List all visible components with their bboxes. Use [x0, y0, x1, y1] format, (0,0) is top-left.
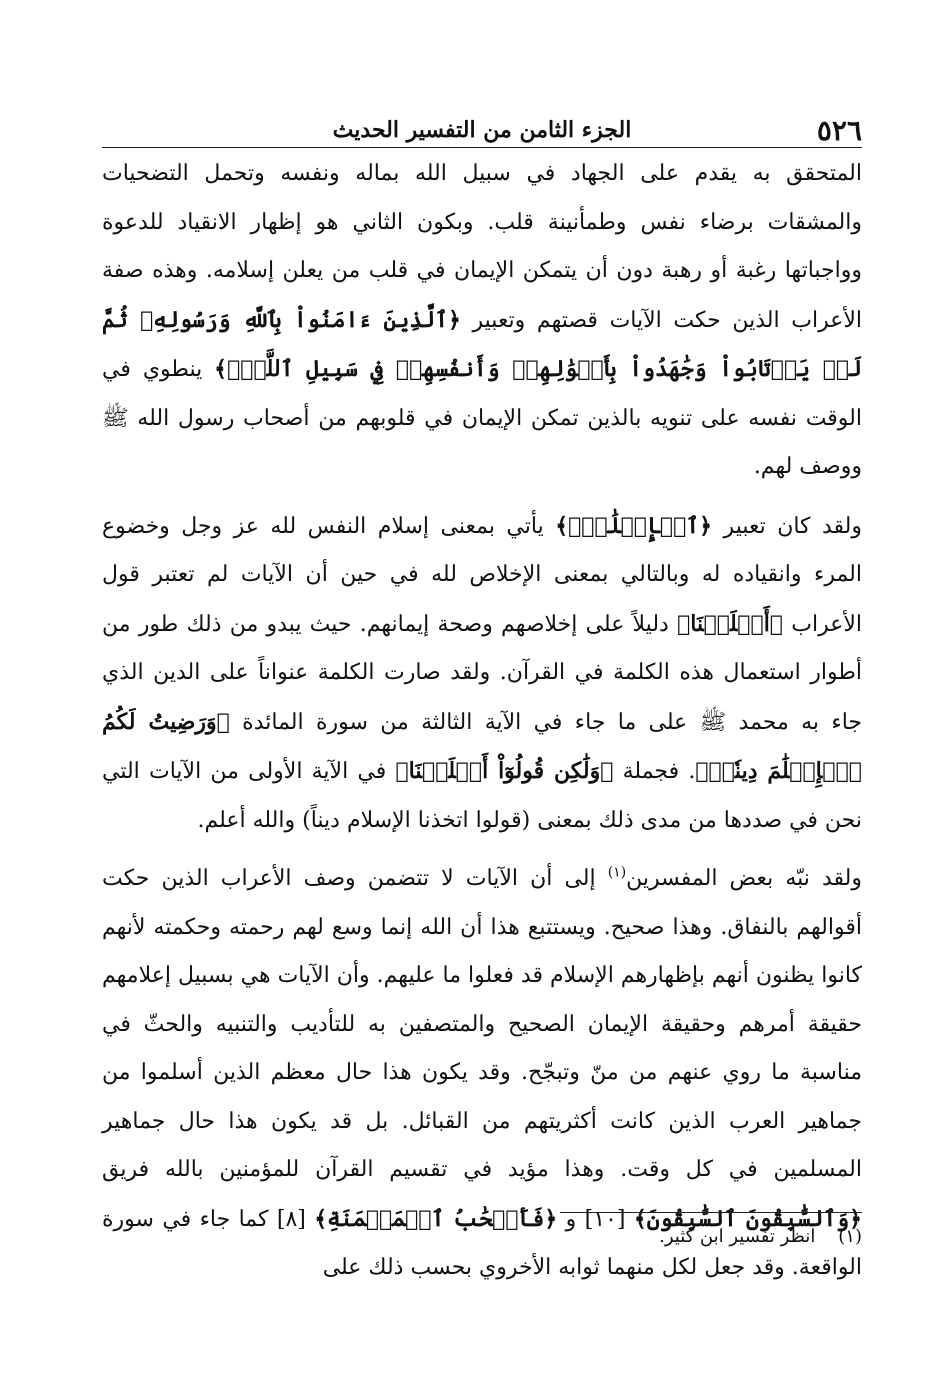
paragraph-text: في الآية الأولى من الآيات التي نحن في صددها من مدى ذلك بمعنى (قولوا اتخذنا الإسلام ديناً) والله أعلم. — [102, 759, 862, 833]
body-text — [102, 150, 862, 1293]
paragraph-text: . فجملة — [613, 759, 696, 784]
paragraph-text: إلى أن الآيات لا تتضمن وصف الأعراب الذين حكت أقوالهم بالنفاق. وهذا صحيح. ويستتبع هذا أن الله إنما وسع لهم رحمته وحكمته لأنهم كانوا يظنون أنهم بإظهارهم الإسلام قد فعلوا ما عليهم. وأن الآيات هي بسبيل إعلامهم حقيقة أمرهم وحقيقة الإيمان الصحيح والمتصفين به للتأديب والتنبيه والحثّ في مناسبة ما روي عنهم من منّ وتبجّح. وقد يكون هذا حال معظم الذين أسلموا من جماهير العرب الذين كانت أكثريتهم من القبائل. بل قد يكون هذا حال جماهير المسلمين في كل وقت. وهذا مؤيد في تقسيم القرآن للمؤمنين بالله فريق — [102, 866, 862, 1182]
quran-verse: ﴿أَسۡلَمۡنَا﴾ — [677, 610, 784, 637]
paragraph — [102, 150, 862, 492]
header-divider — [102, 147, 862, 148]
page-number: ٥٢٦ — [816, 114, 862, 147]
footnote-reference: (١) — [607, 864, 627, 881]
paragraph-text: ولقد كان تعبير — [712, 513, 863, 539]
footnote-text: انظر تفسير ابن كثير. — [659, 1226, 816, 1247]
quran-verse: ﴿وَرَضِيتُ لَكُمُ ٱلۡإِسۡلَٰمَ دِينٗاۚ﴾ — [102, 708, 862, 784]
paragraph — [102, 502, 862, 846]
footnote-number: (١) — [838, 1226, 862, 1247]
quran-verse: ﴿ٱلَّذِينَ ءَامَنُواْ بِٱللَّهِ وَرَسُولِهِۦ ثُمَّ لَمۡ يَرۡتَابُواْ وَجَٰهَدُواْ بِأَمۡوَٰلِهِمۡ وَأَنفُسِهِمۡ فِي سَبِيلِ ٱللَّهِۚ﴾ — [102, 306, 862, 382]
footnote-divider — [560, 1212, 862, 1213]
paragraph-text: [١٠] و — [557, 1206, 634, 1232]
paragraph-text: ينطوي في الوقت نفسه على تنويه بالذين تمكن الإيمان في قلوبهم من أصحاب رسول الله ﷺ ووصف لهم. — [102, 357, 862, 479]
paragraph-text: دليلاً على إخلاصهم وصحة إيمانهم. حيث يبدو من ذلك طور من أطوار استعمال هذه الكلمة في القرآن. ولقد صارت الكلمة عنواناً على الدين الذي جاء به محمد ﷺ على ما جاء في الآية الثالثة من سورة المائدة — [102, 611, 862, 735]
footnote — [102, 1224, 862, 1250]
paragraph-text: ولقد نبّه بعض المفسرين — [626, 866, 862, 891]
quran-verse: ﴿ٱلۡإِسۡلَٰمُۚ﴾ — [555, 512, 713, 539]
paragraph-text: المتحقق به يقدم على الجهاد في سبيل الله بماله ونفسه وتحمل التضحيات والمشقات برضاء نفس وطمأنينة قلب. وبكون الثاني هو إظهار الانقياد للدعوة وواجباتها رغبة أو رهبة دون أن يتمكن الإيمان في قلب من يعلن إسلامه. وهذه صفة الأعراب الذين حكت الآيات قصتهم وتعبير — [102, 161, 863, 333]
quran-verse: ﴿وَٱلسَّٰبِقُونَ ٱلسَّٰبِقُونَ﴾ — [633, 1205, 863, 1232]
paragraph-text: [٨] كما جاء في سورة الواقعة. وقد جعل لكل منهما ثوابه الأخروي بحسب ذلك على — [102, 1206, 862, 1280]
page-header — [102, 106, 862, 146]
paragraph-text: يأتي بمعنى إسلام النفس لله عز وجل وخضوع المرء وانقياده له وبالتالي بمعنى الإخلاص لله في حين أن الآيات لم تعتبر قول الأعراب — [102, 513, 862, 637]
quran-verse: ﴿وَلَٰكِن قُولُوٓاْ أَسۡلَمۡنَا﴾ — [395, 758, 614, 784]
quran-verse: ﴿فَأَصۡحَٰبُ ٱلۡمَيۡمَنَةِ﴾ — [314, 1205, 558, 1232]
running-title: الجزء الثامن من التفسير الحديث — [332, 117, 632, 143]
